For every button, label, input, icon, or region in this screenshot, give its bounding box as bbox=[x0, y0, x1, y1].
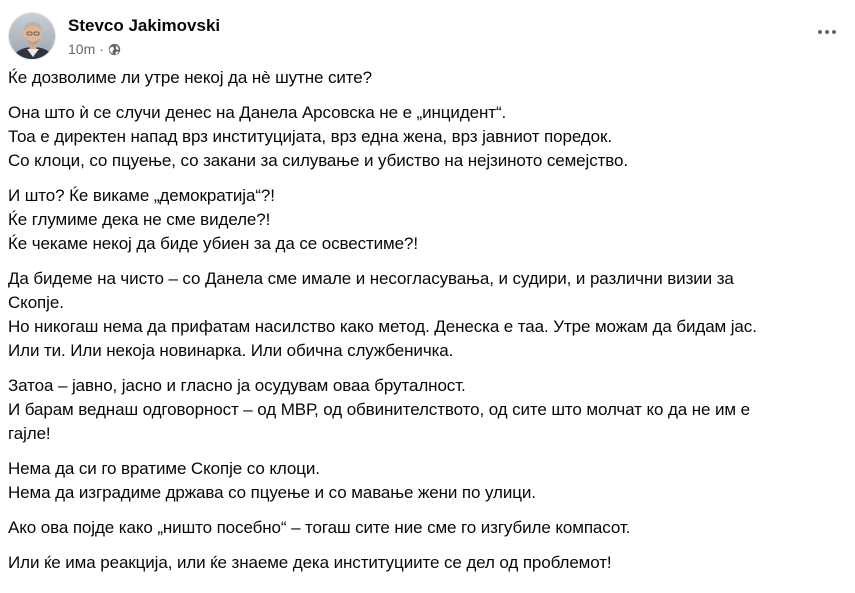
post-paragraph bbox=[8, 551, 838, 575]
post-paragraph bbox=[8, 374, 838, 446]
post-line: Скопје. bbox=[8, 293, 64, 312]
post-line: Нема да си го вратиме Скопје со клоци. bbox=[8, 459, 320, 478]
post-timestamp[interactable]: 10m bbox=[68, 40, 96, 57]
post-line: Ќе дозволиме ли утре некој да нè шутне сите? bbox=[8, 68, 372, 87]
post-line: гајле! bbox=[8, 424, 51, 443]
post-line: Она што ѝ се случи денес на Данела Арсовска не е „инцидент“. bbox=[8, 103, 507, 122]
post-meta bbox=[68, 40, 220, 58]
post-paragraph bbox=[8, 66, 838, 90]
post-paragraph bbox=[8, 184, 838, 256]
post-line: Нема да изградиме држава со пцуење и со мавање жени по улици. bbox=[8, 483, 536, 502]
meta-separator: · bbox=[99, 40, 104, 57]
author-block bbox=[68, 15, 220, 58]
post-line: Ќе чекаме некој да биде убиен за да се освестиме?! bbox=[8, 234, 418, 253]
post-line: И што? Ќе викаме „демократија“?! bbox=[8, 186, 275, 205]
post-line: Или ќе има реакција, или ќе знаеме дека институциите се дел од проблемот! bbox=[8, 553, 612, 572]
post-line: Или ти. Или некоја новинарка. Или обична службеничка. bbox=[8, 341, 454, 360]
more-options-button[interactable] bbox=[813, 22, 841, 42]
author-name[interactable]: Stevco Jakimovski bbox=[68, 15, 221, 35]
more-options-icon bbox=[818, 30, 836, 34]
post-line: Со клоци, со пцуење, со закани за силување и убиство на нејзиното семејство. bbox=[8, 151, 629, 170]
post-paragraph bbox=[8, 101, 838, 173]
post-line: Но никогаш нема да прифатам насилство како метод. Денеска е таа. Утре можам да бидам јас. bbox=[8, 317, 757, 336]
post-line: Да бидеме на чисто – со Данела сме имале и несогласувања, и судири, и различни визии за bbox=[8, 269, 734, 288]
post-paragraph bbox=[8, 457, 838, 505]
author-avatar[interactable] bbox=[8, 12, 56, 60]
post-paragraph bbox=[8, 267, 838, 363]
post-line: И барам веднаш одговорност – од МВР, од обвинителството, од сите што молчат ко да не им е bbox=[8, 400, 750, 419]
post-line: Ќе глумиме дека не сме виделе?! bbox=[8, 210, 271, 229]
globe-icon[interactable] bbox=[108, 42, 121, 55]
post-body bbox=[8, 66, 838, 586]
post-line: Затоа – јавно, јасно и гласно ја осудувам оваа бруталност. bbox=[8, 376, 466, 395]
post-line: Ако ова појде како „ништо посебно“ – тогаш сите ние сме го изгубиле компасот. bbox=[8, 518, 631, 537]
post-paragraph bbox=[8, 516, 838, 540]
avatar-image bbox=[9, 13, 56, 60]
post-header bbox=[8, 10, 220, 62]
post-line: Тоа е директен напад врз институцијата, врз една жена, врз јавниот поредок. bbox=[8, 127, 612, 146]
